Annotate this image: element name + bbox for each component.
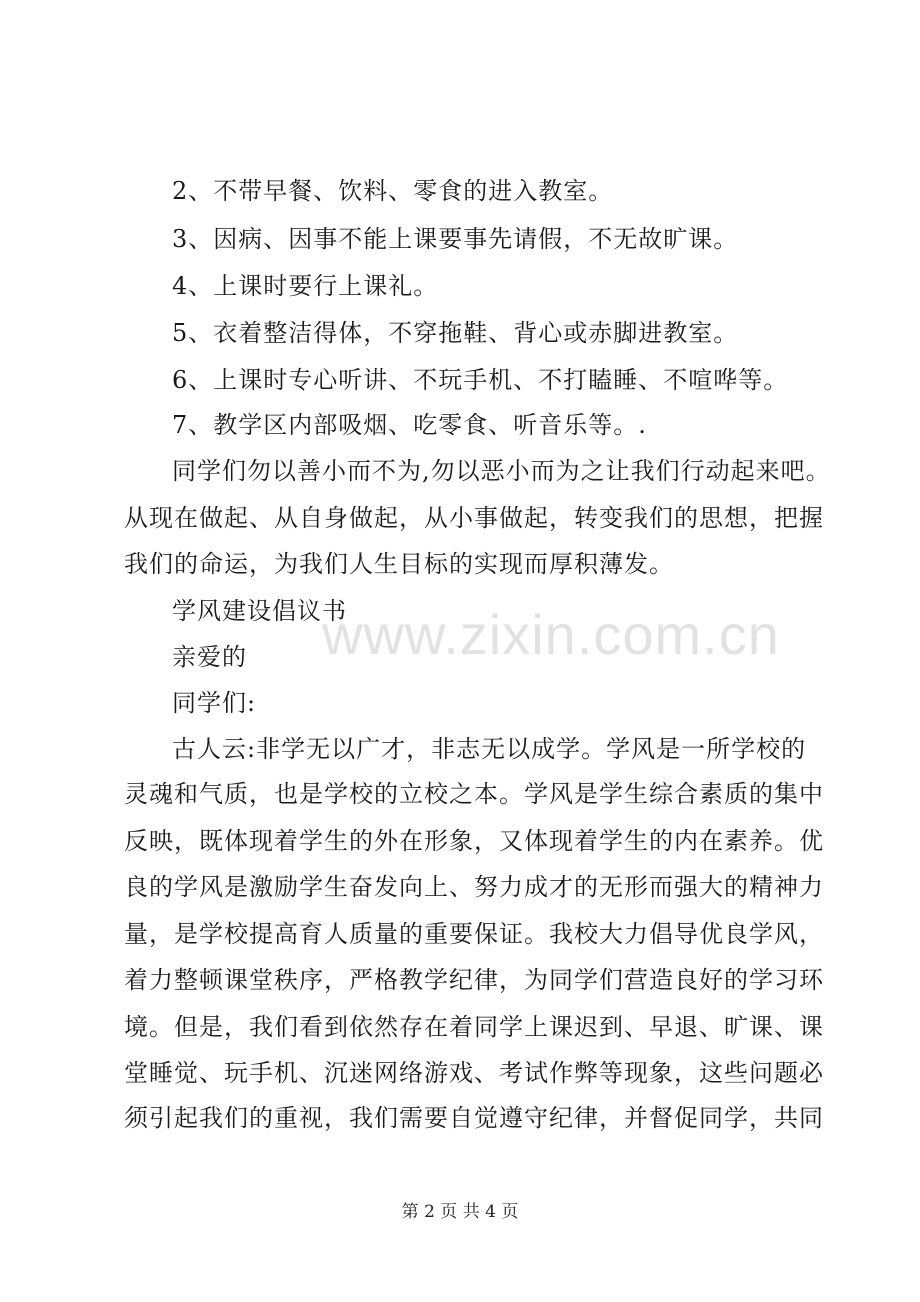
proposal-title: 学风建设倡议书	[172, 597, 347, 625]
rule-item: 6、上课时专心听讲、不玩手机、不打瞌睡、不喧哗等。	[172, 366, 789, 394]
body-paragraph-line: 境。但是，我们看到依然存在着同学上课迟到、早退、旷课、课	[124, 1013, 824, 1041]
page-number-footer: 第 2 页 共 4 页	[401, 1202, 519, 1222]
rule-item: 7、教学区内部吸烟、吃零食、听音乐等。.	[172, 411, 647, 439]
rule-item: 3、因病、因事不能上课要事先请假，不无故旷课。	[172, 225, 739, 253]
body-paragraph-line: 古人云:非学无以广才，非志无以成学。学风是一所学校的	[172, 735, 807, 763]
salutation-line: 亲爱的	[172, 643, 247, 671]
closing-paragraph-line: 我们的命运，为我们人生目标的实现而厚积薄发。	[124, 550, 674, 578]
closing-paragraph-line: 从现在做起、从自身做起，从小事做起，转变我们的思想，把握	[124, 504, 824, 532]
body-paragraph-line: 堂睡觉、玩手机、沉迷网络游戏、考试作弊等现象，这些问题必	[124, 1059, 824, 1087]
body-paragraph-line: 量，是学校提高育人质量的重要保证。我校大力倡导优良学风，	[124, 920, 824, 948]
rule-item: 4、上课时要行上课礼。	[172, 272, 439, 300]
body-paragraph-line: 反映，既体现着学生的外在形象，又体现着学生的内在素养。优	[124, 827, 824, 855]
body-paragraph-line: 着力整顿课堂秩序，严格教学纪律，为同学们营造良好的学习环	[124, 966, 824, 994]
body-paragraph-line: 灵魂和气质，也是学校的立校之本。学风是学生综合素质的集中	[124, 780, 824, 808]
body-paragraph-line: 良的学风是激励学生奋发向上、努力成才的无形而强大的精神力	[124, 873, 824, 901]
rule-item: 5、衣着整洁得体，不穿拖鞋、背心或赤脚进教室。	[172, 319, 739, 347]
closing-paragraph-line: 同学们勿以善小而不为,勿以恶小而为之让我们行动起来吧。	[172, 457, 831, 485]
rule-item: 2、不带早餐、饮料、零食的进入教室。	[172, 177, 614, 205]
salutation-line: 同学们:	[172, 689, 257, 717]
site-watermark: www.zixin.com.cn	[322, 603, 780, 666]
body-paragraph-line: 须引起我们的重视，我们需要自觉遵守纪律，并督促同学，共同	[124, 1104, 824, 1132]
